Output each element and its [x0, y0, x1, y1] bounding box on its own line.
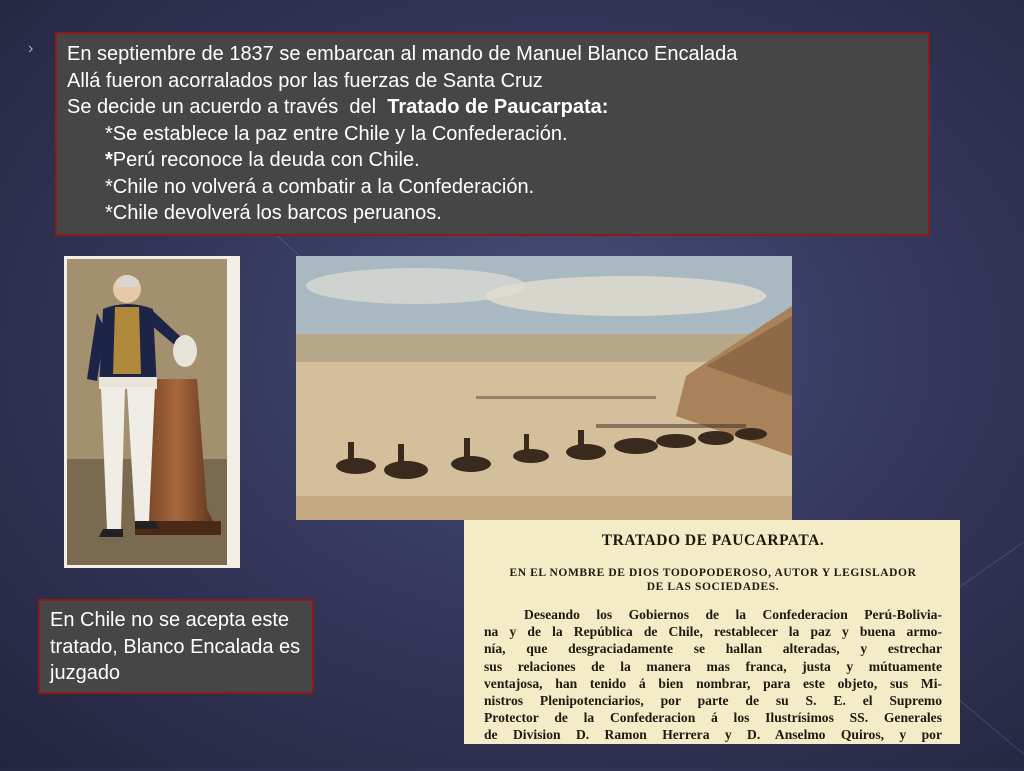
- summary-line: En septiembre de 1837 se embarcan al mando de Manuel Blanco Encalada: [67, 43, 738, 65]
- treaty-bullet: [67, 147, 918, 174]
- verdict-text: En Chile no se acepta este tratado, Blanco Encalada es juzgado: [50, 609, 301, 684]
- document-line: nía, que desgraciadamente se hallan alteradas, y estrechar: [484, 641, 942, 657]
- document-subtitle: [484, 566, 942, 594]
- next-arrow-icon[interactable]: ›: [28, 40, 34, 57]
- summary-text-box: [55, 32, 930, 236]
- document-line: nistros Plenipotenciarios, por parte de su S. E. el Supremo: [484, 693, 942, 709]
- summary-line: Allá fueron acorralados por las fuerzas de Santa Cruz: [67, 69, 543, 92]
- portrait-image: [64, 256, 240, 568]
- document-body: [484, 606, 942, 744]
- treaty-prefix: Se decide un acuerdo a través del: [67, 96, 388, 118]
- background-decor-line: [959, 700, 1024, 771]
- treaty-document-image: [464, 520, 960, 744]
- verdict-text-box: [38, 599, 314, 694]
- document-line: de Division D. Ramon Herrera y D. Anselmo Quiros, y por: [484, 727, 942, 743]
- document-line: sus relaciones de la manera mas franca, justa y mútuamente: [484, 658, 942, 674]
- treaty-bullet: *Se establece la paz entre Chile y la Confederación.: [105, 122, 568, 145]
- bold-asterisk: *: [105, 149, 113, 171]
- document-line: Deseando los Gobiernos de la Confederacion Perú-Bolivia-: [524, 607, 942, 622]
- battle-painting-image: [296, 256, 792, 520]
- treaty-bullet-text: Perú reconoce la deuda con Chile.: [112, 149, 420, 171]
- treaty-bullet: *Chile devolverá los barcos peruanos.: [105, 202, 442, 224]
- document-subtitle-line: DE LAS SOCIEDADES.: [646, 581, 780, 593]
- document-line: ventajosa, han tenido á bien nombrar, para este objeto, sus Mi-: [484, 675, 942, 691]
- treaty-bullet: *Chile no volverá a combatir a la Confederación.: [105, 175, 535, 198]
- document-line: na y de la República de Chile, restablecer la paz y buena armo-: [484, 624, 942, 640]
- portrait-illustration: [67, 259, 227, 565]
- document-subtitle-line: EN EL NOMBRE DE DIOS TODOPODEROSO, AUTOR Y LEGISLADOR: [509, 567, 917, 579]
- document-title: TRATADO DE PAUCARPATA.: [601, 532, 825, 549]
- document-line: Protector de la Confederacion á los Ilustrísimos SS. Generales: [484, 710, 942, 726]
- battle-illustration: [296, 256, 792, 520]
- treaty-line: [67, 94, 918, 121]
- treaty-name: Tratado de Paucarpata:: [387, 96, 609, 118]
